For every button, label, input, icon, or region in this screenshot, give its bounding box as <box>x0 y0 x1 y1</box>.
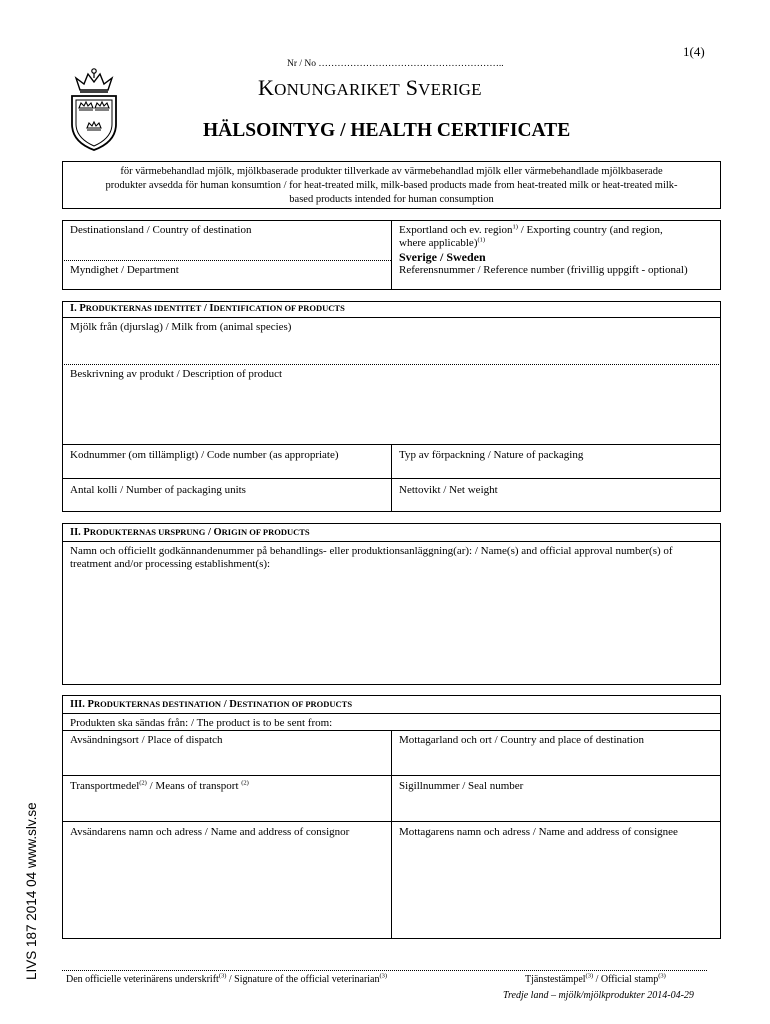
milk-species-field[interactable]: Mjölk från (djurslag) / Milk from (animal species) <box>70 321 292 333</box>
transport-sup-2: (2) <box>241 779 249 787</box>
intro-line-3: based products intended for human consumption <box>289 194 494 205</box>
stamp-sup-1: (3) <box>585 972 594 980</box>
official-stamp-field[interactable] <box>525 974 666 985</box>
export-label-c: where applicable) <box>399 237 478 249</box>
s2-head-d: RIGIN OF PRODUCTS <box>221 527 310 537</box>
section-1-heading <box>70 303 345 314</box>
transport-label-b: / Means of transport <box>146 780 242 792</box>
s3-head-c: / D <box>221 699 237 710</box>
intro-line-1: för värmebehandlad mjölk, mjölkbaserade produkter tillverkade av värmebehandlad mjölk eller värmebehandlade mjölkbaserade <box>120 166 663 177</box>
reference-number-field[interactable]: Referensnummer / Reference number (frivillig uppgift - optional) <box>399 264 688 276</box>
s3-head-d: ESTINATION OF PRODUCTS <box>236 699 353 709</box>
intro-box <box>62 161 721 209</box>
title-letter-s: S <box>400 75 419 100</box>
country-title <box>258 75 482 101</box>
exporting-country-label <box>399 224 717 250</box>
packaging-units-field[interactable]: Antal kolli / Number of packaging units <box>70 484 246 496</box>
s3-head-b: RODUKTERNAS DESTINATION <box>93 699 222 709</box>
destination-place-field[interactable]: Mottagarland och ort / Country and place of destination <box>399 734 644 746</box>
transport-sup-1: (2) <box>139 779 147 787</box>
transport-label-a: Transportmedel <box>70 780 140 792</box>
destination-country-field[interactable]: Destinationsland / Country of destination <box>70 224 252 236</box>
signature-sup-1: (3) <box>218 972 227 980</box>
title-part-2: VERIGE <box>418 80 482 99</box>
certificate-number-line: Nr / No ………………………………………………….. <box>287 59 504 69</box>
establishment-field[interactable] <box>70 545 718 571</box>
stamp-label-a: Tjänstestämpel <box>525 974 586 985</box>
stamp-sup-2: (3) <box>658 972 666 980</box>
product-description-field[interactable]: Beskrivning av produkt / Description of product <box>70 368 283 380</box>
document-reference: Tredje land – mjölk/mjölkprodukter 2014-04-29 <box>503 990 694 1001</box>
s1-head-c: / I <box>201 303 214 314</box>
dispatch-place-field[interactable]: Avsändningsort / Place of dispatch <box>70 734 223 746</box>
signature-label-b: / Signature of the official veterinarian <box>226 974 380 985</box>
means-of-transport-field[interactable] <box>70 780 249 793</box>
seal-number-field[interactable]: Sigillnummer / Seal number <box>399 780 524 792</box>
stamp-label-b: / Official stamp <box>593 974 659 985</box>
intro-line-2: produkter avsedda för human konsumtion / for heat-treated milk, milk-based products made from heat-treated milk or heat-treated milk- <box>105 180 678 191</box>
section-3-heading <box>70 699 352 710</box>
code-number-field[interactable]: Kodnummer (om tillämpligt) / Code number (as appropriate) <box>70 449 339 461</box>
certificate-title: HÄLSOINTYG / HEALTH CERTIFICATE <box>203 120 571 141</box>
veterinarian-signature-field[interactable] <box>66 974 387 985</box>
net-weight-field[interactable]: Nettovikt / Net weight <box>399 484 498 496</box>
signature-label-a: Den officielle veterinärens underskrift <box>66 974 219 985</box>
s1-head-a: I. P <box>70 303 86 314</box>
department-field[interactable]: Myndighet / Department <box>70 264 179 276</box>
exporting-country-value: Sverige / Sweden <box>399 250 486 264</box>
export-label-b: / Exporting country (and region, <box>517 224 663 236</box>
s2-head-c: / O <box>205 527 222 538</box>
form-code-side-text: LIVS 187 2014 04 www.slv.se <box>24 802 39 980</box>
swedish-crest-icon <box>64 66 124 152</box>
export-sup-1: 1) <box>512 223 518 231</box>
consignor-field[interactable]: Avsändarens namn och adress / Name and address of consignor <box>70 826 350 838</box>
establishment-line-2: treatment and/or processing establishment(s): <box>70 558 271 570</box>
s3-head-a: III. P <box>70 699 94 710</box>
s2-head-b: RODUKTERNAS URSPRUNG <box>89 527 206 537</box>
s2-head-a: II. P <box>70 527 90 538</box>
signature-sup-2: (3) <box>379 972 388 980</box>
page-number: 1(4) <box>683 44 705 59</box>
consignee-field[interactable]: Mottagarens namn och adress / Name and address of consignee <box>399 826 678 838</box>
s1-head-b: RODUKTERNAS IDENTITET <box>85 303 202 313</box>
s1-head-d: DENTIFICATION OF PRODUCTS <box>213 303 345 313</box>
export-label-a: Exportland och ev. region <box>399 224 513 236</box>
sent-from-label: Produkten ska sändas från: / The product is to be sent from: <box>70 717 333 729</box>
section-2-heading <box>70 527 310 538</box>
title-letter-k: K <box>258 75 275 100</box>
title-part-1: ONUNGARIKET <box>274 80 401 99</box>
establishment-line-1: Namn och officiellt godkännandenummer på behandlings- eller produktionsanläggning(ar): / Name(s) and official approval number(s) of <box>70 545 673 557</box>
export-sup-2: (1) <box>477 236 486 244</box>
packaging-type-field[interactable]: Typ av förpackning / Nature of packaging <box>399 449 584 461</box>
